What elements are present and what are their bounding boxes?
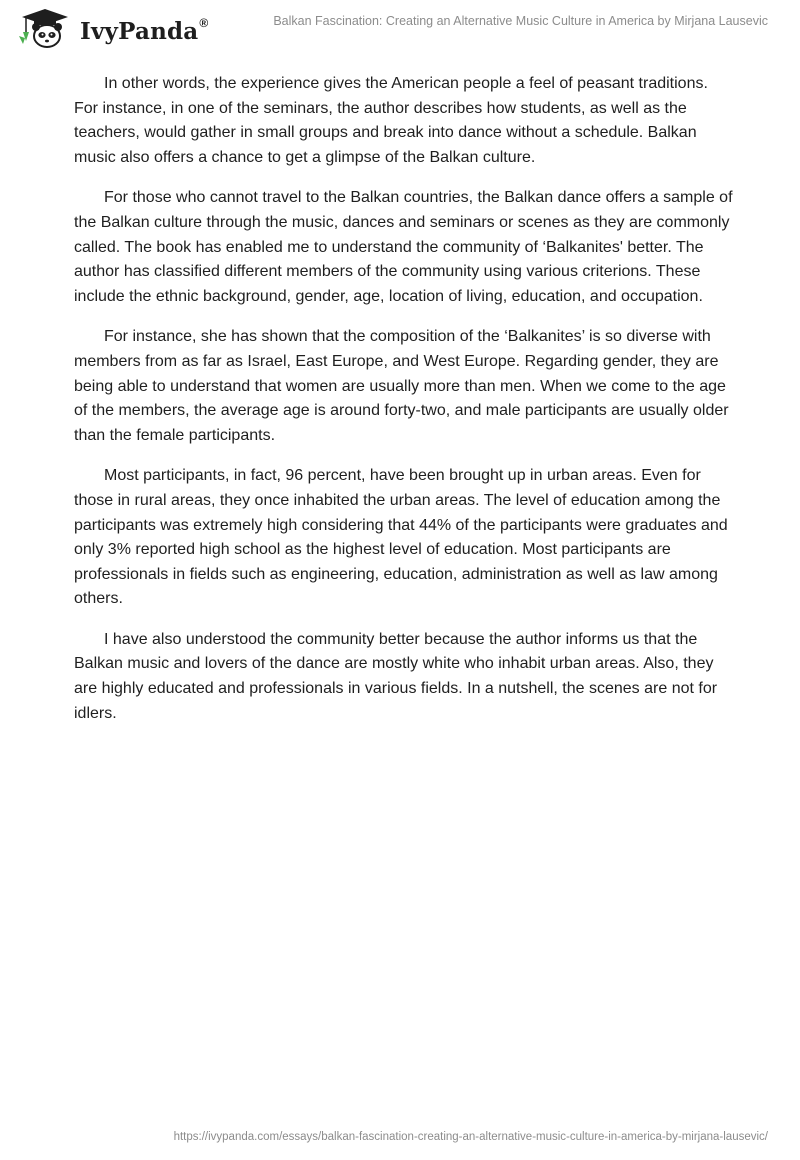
paragraph: Most participants, in fact, 96 percent, have been brought up in urban areas. Even for those in rural areas, they once inhabited the urban areas. The level of education among the participants was extremely high considering that 44% of the participants were graduates and only 3% reported high school as the highest level of education. Most participants are professionals in fields such as engineering, education, administration as well as law among others. (74, 467, 728, 608)
source-url-link[interactable]: https://ivypanda.com/essays/balkan-fascination-creating-an-alternative-music-culture-in-america-by-mirjana-lausevic/ (173, 1131, 768, 1143)
paragraph: In other words, the experience gives the American people a feel of peasant traditions. For instance, in one of the seminars, the author describes how students, as well as the teachers, would gather in small groups and break into dance without a schedule. Balkan music also offers a chance to get a glimpse of the Balkan culture. (74, 75, 708, 166)
paragraph: For instance, she has shown that the composition of the ‘Balkanites’ is so diverse with members from as far as Israel, East Europe, and West Europe. Regarding gender, they are being able to understand that women are usually more than men. When we come to the age of the members, the average age is around forty-two, and male participants are usually older than the female participants. (74, 328, 729, 444)
document-title: Balkan Fascination: Creating an Alternative Music Culture in America by Mirjana Lausevic (273, 14, 768, 28)
ivypanda-logo[interactable] (14, 8, 208, 50)
brand-name: IvyPanda® (80, 15, 209, 45)
registered-mark: ® (199, 15, 209, 30)
essay-body (74, 72, 734, 742)
panda-graduate-icon (14, 8, 76, 50)
page-header (0, 0, 800, 60)
paragraph: For those who cannot travel to the Balkan countries, the Balkan dance offers a sample of the Balkan culture through the music, dances and seminars or scenes as they are commonly called. The book has enabled me to understand the community of ‘Balkanites' better. The author has classified different members of the community using various criterions. These include the ethnic background, gender, age, location of living, education, and occupation. (74, 189, 733, 305)
paragraph: I have also understood the community better because the author informs us that the Balkan music and lovers of the dance are mostly white who inhabit urban areas. Also, they are highly educated and professionals in various fields. In a nutshell, the scenes are not for idlers. (74, 630, 718, 722)
